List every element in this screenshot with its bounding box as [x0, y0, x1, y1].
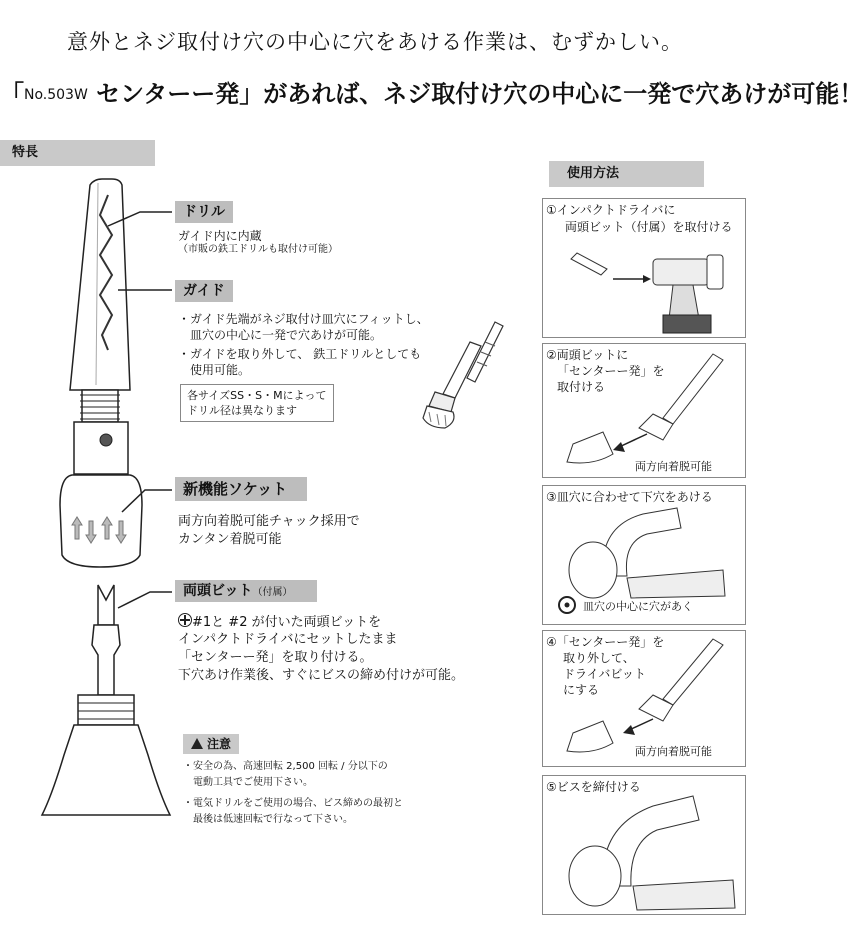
- step2-line2: 「センターー発」を: [557, 364, 665, 378]
- step4-line1: ④「センターー発」を: [546, 635, 665, 649]
- step4-line4: にする: [563, 683, 600, 697]
- step2-line3: 取付ける: [557, 380, 606, 394]
- headline-line1: 意外とネジ取付け穴の中心に穴をあける作業は、むずかしい。: [67, 30, 683, 54]
- caution-line4: 最後は低速回転で行なって下さい。: [183, 814, 353, 825]
- guide-bullet2-line1: ・ガイドを取り外して、 鉄工ドリルとしても: [178, 347, 422, 361]
- guide-bullet1-line1: ・ガイド先端がネジ取付け皿穴にフィットし、: [178, 312, 429, 326]
- usage-step-4: [542, 630, 746, 767]
- phillips-icon: [178, 613, 192, 627]
- step3-caption: 皿穴の中心に穴があく: [583, 600, 693, 613]
- bit-line4: 下穴あけ作業後、すぐにビスの締め付けが可能。: [178, 668, 465, 683]
- step2-caption: 両方向着脱可能: [635, 460, 712, 473]
- guide-bullet2-line2: 使用可能。: [178, 363, 251, 377]
- socket-label: 新機能ソケット: [175, 477, 307, 501]
- headline-bracket: 「: [0, 80, 24, 108]
- step3-line1: ③皿穴に合わせて下穴をあける: [546, 490, 713, 504]
- bit-label: [175, 580, 317, 602]
- usage-step-5: [542, 775, 746, 915]
- guide-label: ガイド: [175, 280, 233, 302]
- model-number: No.503W: [24, 87, 88, 103]
- caution-line2: 電動工具でご使用下さい。: [183, 777, 313, 788]
- caution-title: 注意: [207, 737, 232, 751]
- bit-label-text: 両頭ビット: [183, 583, 253, 599]
- step4-line2: 取り外して、: [563, 651, 635, 665]
- size-note: [180, 384, 334, 422]
- step4-line3: ドライバビット: [563, 667, 646, 681]
- caution-label: [183, 734, 239, 754]
- bit-line3: 「センターー発」を取り付ける。: [178, 650, 373, 665]
- impact-driver-illustration: [543, 239, 747, 339]
- drill-desc: ガイド内に内蔵: [178, 229, 262, 243]
- usage-step-2: [542, 343, 746, 478]
- headline-line2-text: センターー発」があれば、ネジ取付け穴の中心に一発で穴あけが可能！: [87, 80, 863, 108]
- guide-bullet1-line2: 皿穴の中心に一発で穴あけが可能。: [178, 328, 383, 342]
- tighten-screw-illustration: [543, 776, 747, 916]
- size-note-line2: ドリル径は異なります: [187, 404, 297, 417]
- usage-step-3: [542, 485, 746, 625]
- bit-label-suffix: （付属）: [252, 587, 293, 598]
- caution-line1: ・安全の為、高速回転 2,500 回転 / 分以下の: [183, 761, 388, 772]
- drill-label: ドリル: [175, 201, 233, 223]
- drill-note: （市販の鉄工ドリルも取付け可能）: [178, 244, 338, 255]
- step1-line2: 両頭ビット（付属）を取付ける: [565, 220, 733, 234]
- step5-line1: ⑤ビスを締付ける: [546, 780, 641, 794]
- bit-line2: インパクトドライバにセットしたまま: [178, 632, 398, 647]
- usage-section-title: 使用方法: [549, 161, 704, 187]
- bit-line1: #1と #2 が付いた両頭ビットを: [192, 615, 382, 630]
- bit-line1-row: [178, 613, 381, 632]
- size-note-line1: 各サイズSS・S・Mによって: [187, 389, 327, 402]
- step1-line1: ①インパクトドライバに: [546, 203, 676, 217]
- step2-line1: ②両頭ビットに: [546, 348, 629, 362]
- socket-desc-line2: カンタン着脱可能: [178, 532, 282, 547]
- features-section-title: 特長: [0, 140, 155, 166]
- step4-caption: 両方向着脱可能: [635, 745, 712, 758]
- warning-icon: [191, 738, 203, 749]
- caution-line3: ・電気ドリルをご使用の場合、ビス締めの最初と: [183, 798, 403, 809]
- guide-removal-illustration: [415, 312, 520, 437]
- usage-step-1: [542, 198, 746, 338]
- socket-desc-line1: 両方向着脱可能チャック採用で: [178, 514, 360, 529]
